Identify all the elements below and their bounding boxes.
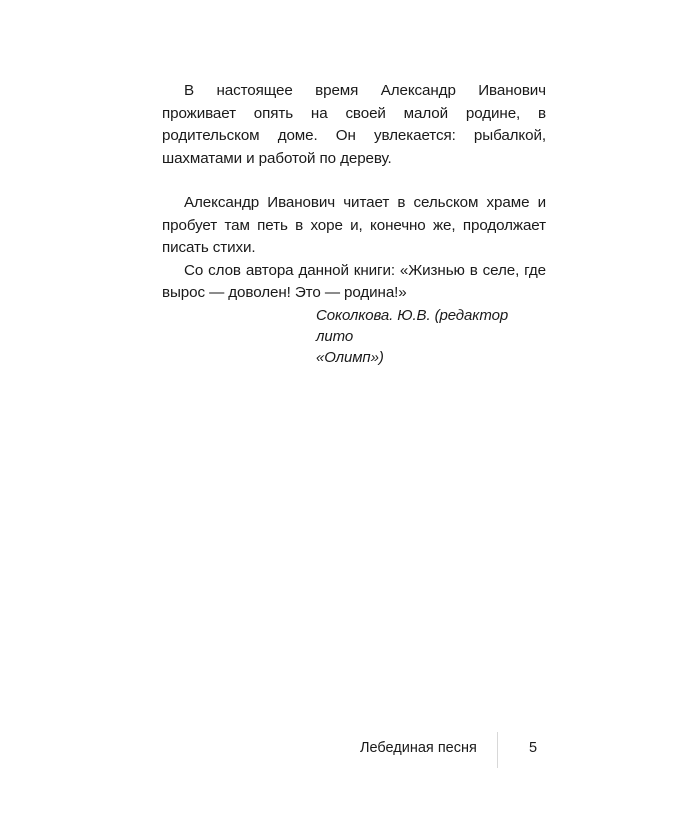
main-text xyxy=(162,80,546,368)
paragraph-church: Александр Иванович читает в сельском храме и пробует там петь в хоре и, конечно же, продолжает писать стихи. xyxy=(162,194,546,256)
paragraph-gap xyxy=(162,170,546,192)
paragraph-quote: Со слов автора данной книги: «Жизнью в селе, где вырос — доволен! Это — родина!» xyxy=(162,261,546,301)
paragraph-residence: В настоящее время Александр Иванович проживает опять на своей малой родине, в родительском доме. Он увлекается: рыбалкой, шахматами и работой по дереву. xyxy=(162,82,546,167)
signature-line-1: Соколкова. Ю.В. (редактор лито xyxy=(316,306,509,345)
running-footer-title: Лебединая песня xyxy=(360,740,477,756)
page-number: 5 xyxy=(529,740,538,756)
signature-line-2: «Олимп») xyxy=(316,348,384,366)
footer-divider xyxy=(497,732,498,768)
